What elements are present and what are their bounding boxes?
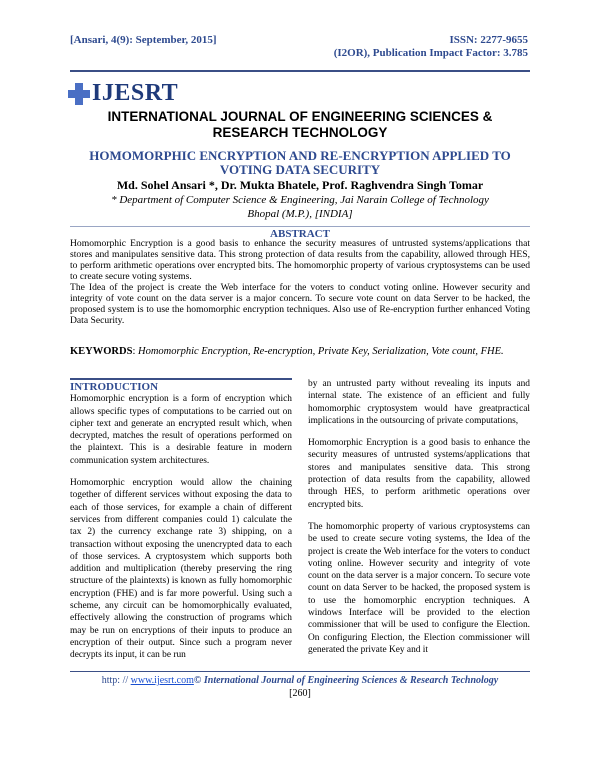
author-list: Md. Sohel Ansari *, Dr. Mukta Bhatele, Prof. Raghvendra Singh Tomar <box>116 178 484 192</box>
keywords-value: Homomorphic Encryption, Re-encryption, Private Key, Serialization, Vote count, FHE. <box>137 346 504 357</box>
keywords-line: KEYWORDS: Homomorphic Encryption, Re-encryption, Private Key, Serialization, Vote count, FHE. <box>70 346 504 357</box>
journal-logo <box>68 80 178 107</box>
introduction-heading: INTRODUCTION <box>70 378 292 393</box>
right-column <box>308 378 530 666</box>
running-header-citation: [Ansari, 4(9): September, 2015] <box>70 34 217 46</box>
issn-text: ISSN: 2277-9655 <box>449 34 528 46</box>
affiliation-line-1: * Department of Computer Science & Engineering, Jai Narain College of Technology <box>111 194 489 206</box>
header-rule <box>70 70 530 72</box>
body-paragraph: Homomorphic encryption would allow the chaining together of different services without exposing the data to each of those services, for example a chain of different services from different companies could 1) calculate the tax 2) the currency exchange rate 3) shipping, on a transaction without exposing the unencrypted data to each of those services. A cryptosystem which supports both addition and multiplication (thereby preserving the ring structure of the plaintexts) is known as fully homomorphic encryption (FHE) and is far more powerful. Using such a scheme, any circuit can be homomorphically evaluated, effectively allowing the construction of programs which may be run on encryptions of their inputs to produce an encryption of their output. Since such a program never decrypts its input, it can be run <box>70 478 292 661</box>
paper-title: HOMOMORPHIC ENCRYPTION AND RE-ENCRYPTION APPLIED TO VOTING DATA SECURITY <box>89 148 511 177</box>
body-paragraph: The homomorphic property of various cryptosystems can be used to create secure voting systems, the Idea of the project is create the Web interface for the voters to conduct voting online. However security and integrity of vote count on the data server is a major concern. To secure vote count on data Server to be hacked, the proposed system is to use the homomorphic encryption techniques. A windows Interface will be provided to the election commissioner that will be used to configure the Election. On configuring Election, the Election commissioner will generated the private Key and it <box>308 521 530 655</box>
footer-rule <box>70 671 530 672</box>
affiliation-line-2: Bhopal (M.P.), [INDIA] <box>247 208 353 220</box>
abstract-paragraph: Homomorphic Encryption is a good basis to enhance the security measures of untrusted systems/applications that stores and manipulates sensitive data. This strong protection of data results from the capability, allowed through HES, to perform arithmetic operations over encrypted bits. The homomorphic property of various cryptosystems can be used to create secure voting systems. <box>70 238 530 282</box>
body-paragraph: Homomorphic Encryption is a good basis to enhance the security measures of untrusted systems/applications that stores and manipulates sensitive data. This strong protection of data results from the capability, allowed through HES, to perform arithmetic operations over encrypted bits. <box>308 438 530 510</box>
footer-prefix: http: // <box>101 675 131 686</box>
impact-factor-text: (I2OR), Publication Impact Factor: 3.785 <box>333 47 528 59</box>
page-number: [260] <box>289 688 311 699</box>
journal-website-link[interactable]: www.ijesrt.com <box>130 675 194 686</box>
affiliation <box>70 193 530 221</box>
body-paragraph: Homomorphic encryption is a form of encryption which allows specific types of computations to be carried out on cipher text and generate an encrypted result which, when decrypted, matches the result of operations performed on the plaintext. This is a desirable feature in modern communication system architectures. <box>70 394 292 466</box>
footer-copyright: © International Journal of Engineering Sciences & Research Technology <box>193 675 499 686</box>
plus-cross-icon <box>68 83 90 105</box>
body-paragraph: by an untrusted party without revealing its inputs and internal state. The existence of an efficient and fully homomorphic cryptosystem would have greatpractical implications in the outsourcing of private computations, <box>308 379 530 426</box>
running-header-issn-block <box>334 34 528 60</box>
keywords-label: KEYWORDS <box>70 346 133 357</box>
logo-text: IJESRT <box>92 80 179 106</box>
left-column <box>70 378 292 672</box>
abstract-body <box>70 238 530 326</box>
page-footer <box>70 675 530 686</box>
journal-name: INTERNATIONAL JOURNAL OF ENGINEERING SCIENCES & RESEARCH TECHNOLOGY <box>107 109 493 140</box>
abstract-paragraph: The Idea of the project is create the Web interface for the voters to conduct voting online. However security and integrity of vote count on the data server is a major concern. To secure vote count on data Server to be hacked, the proposed system is to use the homomorphic encryption techniques. Also use of Re-encryption further enhanced Voting Data Security. <box>70 282 530 326</box>
abstract-heading: ABSTRACT <box>70 226 530 240</box>
